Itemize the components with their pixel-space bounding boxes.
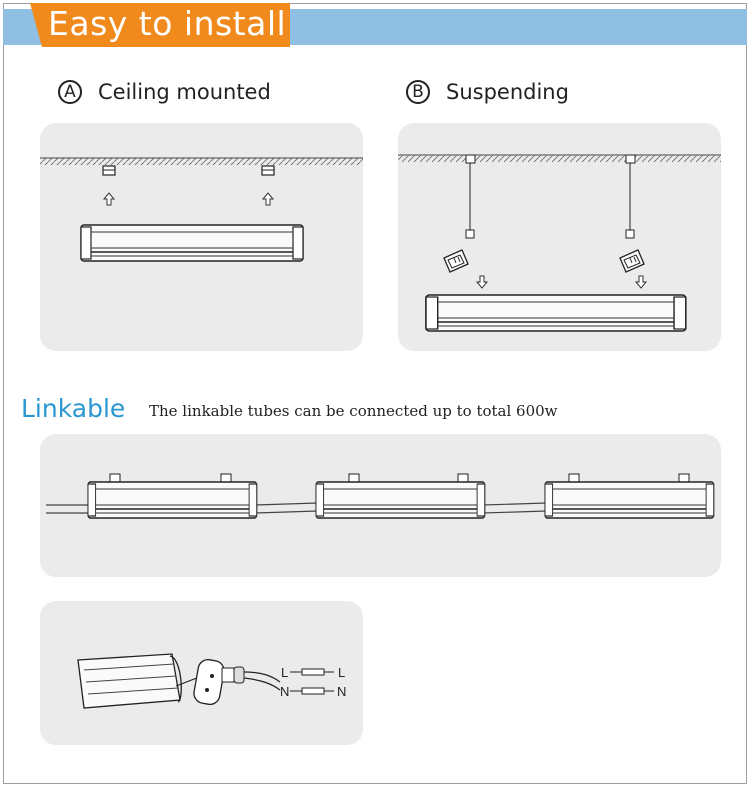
section-b-letter-icon: B <box>406 80 430 104</box>
wire-label-n-left: N <box>280 684 290 699</box>
hanger-bracket <box>620 250 644 272</box>
ceiling-b <box>398 155 721 162</box>
mounting-clip <box>103 166 115 175</box>
banner-title: Easy to install <box>48 4 287 43</box>
tube-fixture <box>426 295 686 331</box>
linkable-description: The linkable tubes can be connected up to total 600w <box>149 402 558 420</box>
up-arrow-icon <box>263 193 273 205</box>
suspension-wire <box>466 155 635 238</box>
section-a-label: Ceiling mounted <box>98 80 271 104</box>
section-b-label: Suspending <box>446 80 569 104</box>
tube-fixture <box>81 225 303 261</box>
tube-fixture <box>316 482 485 518</box>
wire-label-l-right: L <box>338 665 346 680</box>
down-arrow-icon <box>477 276 487 288</box>
up-arrow-icon <box>104 193 114 205</box>
wire-label-n-right: N <box>337 684 347 699</box>
section-a-letter-icon: A <box>58 80 82 104</box>
down-arrow-icon <box>636 276 646 288</box>
wiring-detail <box>78 654 334 708</box>
wire-label-l-left: L <box>281 665 289 680</box>
linkable-title: Linkable <box>21 394 126 423</box>
tube-fixture <box>88 482 257 518</box>
tube-fixture <box>545 482 714 518</box>
hanger-bracket <box>444 250 468 272</box>
mounting-clip <box>262 166 274 175</box>
ceiling-a <box>40 158 363 165</box>
